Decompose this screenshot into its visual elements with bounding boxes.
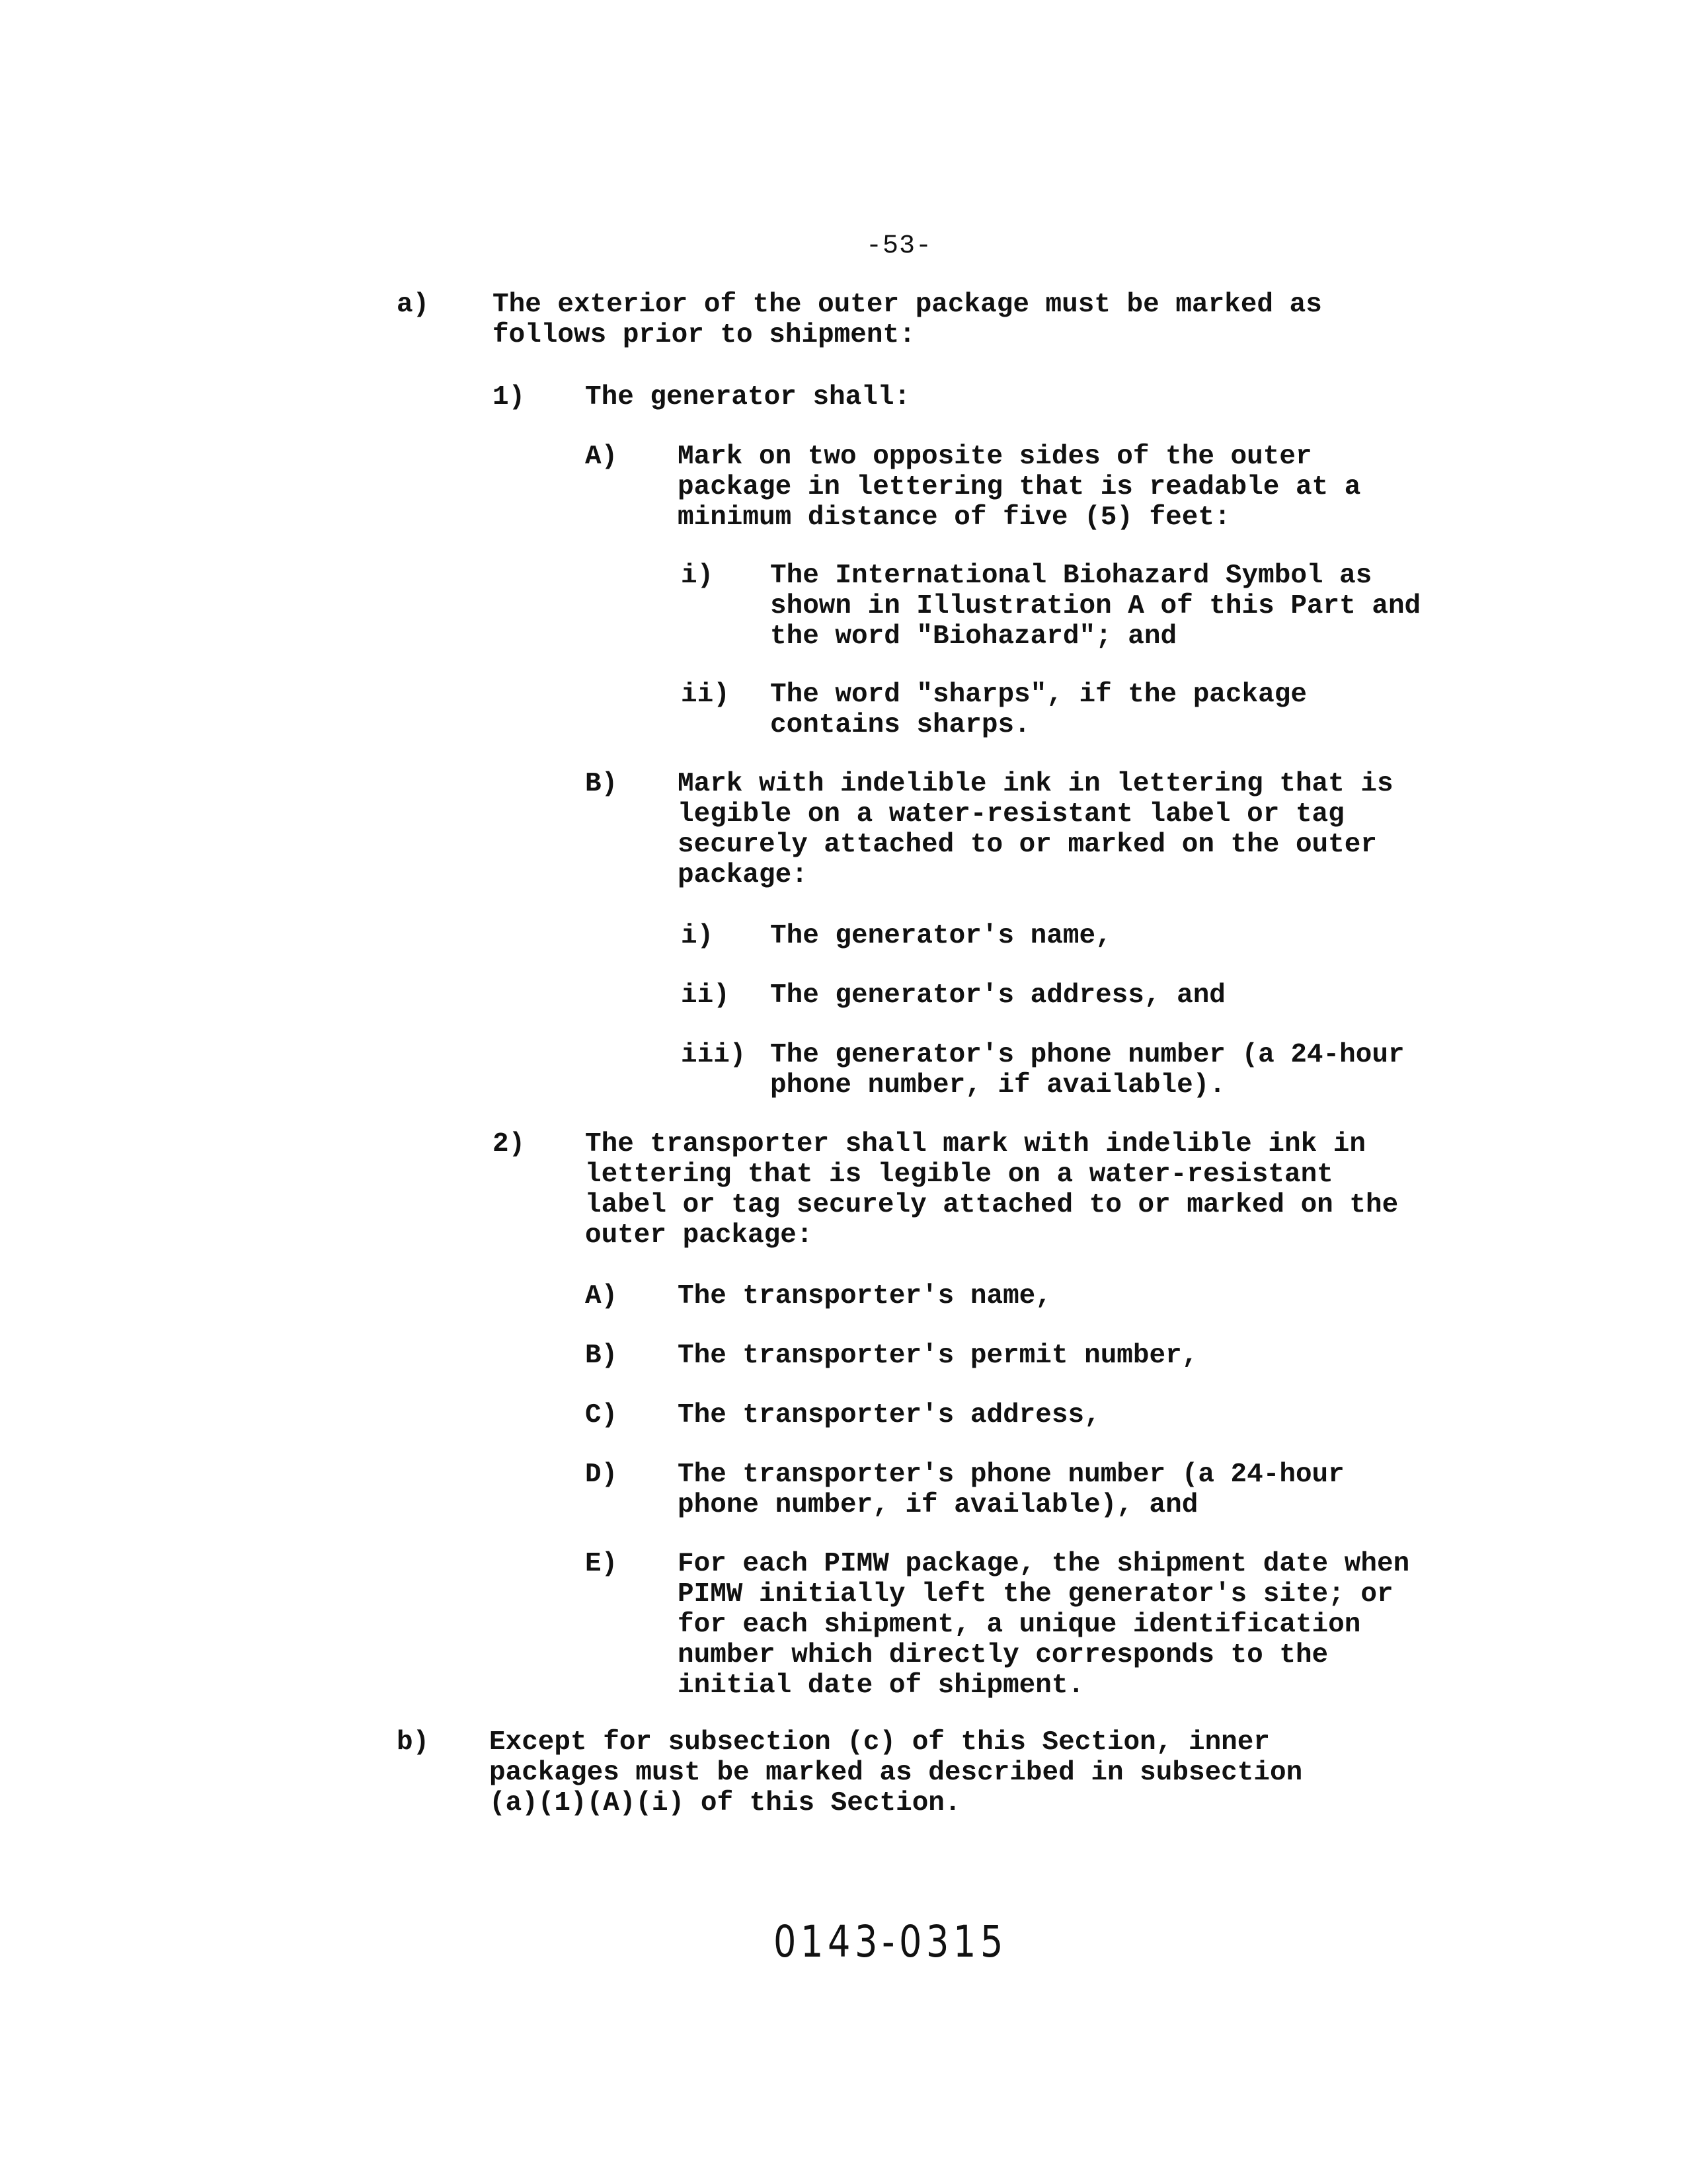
item-1B-text (678, 769, 1393, 890)
item-2E-line-5: initial date of shipment. (678, 1670, 1085, 1701)
item-2-line-3: label or tag securely attached to or marked on the (585, 1190, 1399, 1220)
item-marker-2: 2) (492, 1129, 526, 1159)
item-1Bii-text (770, 980, 1226, 1011)
item-1Biii-line-2: phone number, if available). (770, 1070, 1226, 1101)
item-1Ai-text (770, 561, 1421, 652)
item-2E-text (678, 1549, 1409, 1701)
item-2-line-4: outer package: (585, 1220, 813, 1251)
item-1-line-1: The generator shall: (585, 382, 911, 412)
item-a-line-2: follows prior to shipment: (492, 320, 916, 350)
item-1Bi-line-1: The generator's name, (770, 921, 1112, 951)
item-a-line-1: The exterior of the outer package must be marked as (492, 290, 1322, 320)
item-2-line-1: The transporter shall mark with indelible ink in (585, 1129, 1366, 1159)
item-marker-2C: C) (585, 1400, 618, 1430)
item-marker-1B: B) (585, 769, 618, 799)
item-2E-line-3: for each shipment, a unique identification (678, 1610, 1361, 1640)
item-2C-text (678, 1400, 1101, 1430)
item-1Aii-line-2: contains sharps. (770, 710, 1031, 740)
item-1Biii-text (770, 1040, 1405, 1101)
item-1-text (585, 382, 910, 412)
item-b-line-1: Except for subsection (c) of this Section, inner (489, 1727, 1270, 1758)
item-marker-1A: A) (585, 442, 618, 472)
item-2E-line-4: number which directly corresponds to the (678, 1640, 1329, 1670)
item-marker-2E: E) (585, 1549, 618, 1579)
item-1B-line-4: package: (678, 860, 808, 890)
item-2A-line-1: The transporter's name, (678, 1281, 1052, 1311)
item-marker-1Bi: i) (681, 921, 714, 951)
item-b-line-3: (a)(1)(A)(i) of this Section. (489, 1788, 961, 1818)
item-1Ai-line-2: shown in Illustration A of this Part and (770, 591, 1421, 621)
page-number: -53- (866, 231, 933, 261)
item-1Bi-text (770, 921, 1112, 951)
item-marker-1Bii: ii) (681, 980, 730, 1011)
item-2C-line-1: The transporter's address, (678, 1400, 1101, 1430)
item-marker-1: 1) (492, 382, 526, 412)
item-1A-line-3: minimum distance of five (5) feet: (678, 502, 1231, 533)
item-1Aii-text (770, 680, 1307, 740)
item-1A-text (678, 442, 1360, 533)
item-2D-line-2: phone number, if available), and (678, 1490, 1198, 1520)
item-1A-line-1: Mark on two opposite sides of the outer (678, 442, 1312, 472)
item-1B-line-1: Mark with indelible ink in lettering that is (678, 769, 1393, 799)
item-b-line-2: packages must be marked as described in subsection (489, 1758, 1303, 1788)
item-1Biii-line-1: The generator's phone number (a 24-hour (770, 1040, 1405, 1070)
item-marker-b: b) (397, 1727, 430, 1758)
item-marker-2D: D) (585, 1460, 618, 1490)
item-a-text (492, 290, 1322, 350)
item-marker-1Biii: iii) (681, 1040, 746, 1070)
item-marker-1Ai: i) (681, 561, 714, 591)
item-1B-line-3: securely attached to or marked on the outer (678, 830, 1377, 860)
item-2E-line-1: For each PIMW package, the shipment date when (678, 1549, 1410, 1579)
item-1Bii-line-1: The generator's address, and (770, 980, 1226, 1011)
item-marker-1Aii: ii) (681, 680, 730, 710)
item-1Ai-line-1: The International Biohazard Symbol as (770, 561, 1372, 591)
item-2E-line-2: PIMW initially left the generator's site; or (678, 1579, 1393, 1610)
item-marker-2B: B) (585, 1341, 618, 1371)
item-2D-line-1: The transporter's phone number (a 24-hour (678, 1460, 1345, 1490)
item-marker-a: a) (397, 290, 430, 320)
item-2A-text (678, 1281, 1052, 1311)
item-2-line-2: lettering that is legible on a water-resistant (585, 1159, 1333, 1190)
item-marker-2A: A) (585, 1281, 618, 1311)
item-2B-line-1: The transporter's permit number, (678, 1341, 1198, 1371)
document-code: 0143-0315 (773, 1916, 1008, 1967)
item-2B-text (678, 1341, 1198, 1371)
item-1Ai-line-3: the word "Biohazard"; and (770, 621, 1177, 652)
item-1B-line-2: legible on a water-resistant label or tag (678, 799, 1345, 830)
item-b-text (489, 1727, 1302, 1818)
item-1Aii-line-1: The word "sharps", if the package (770, 680, 1307, 710)
item-1A-line-2: package in lettering that is readable at a (678, 472, 1361, 502)
item-2D-text (678, 1460, 1345, 1520)
item-2-text (585, 1129, 1398, 1251)
